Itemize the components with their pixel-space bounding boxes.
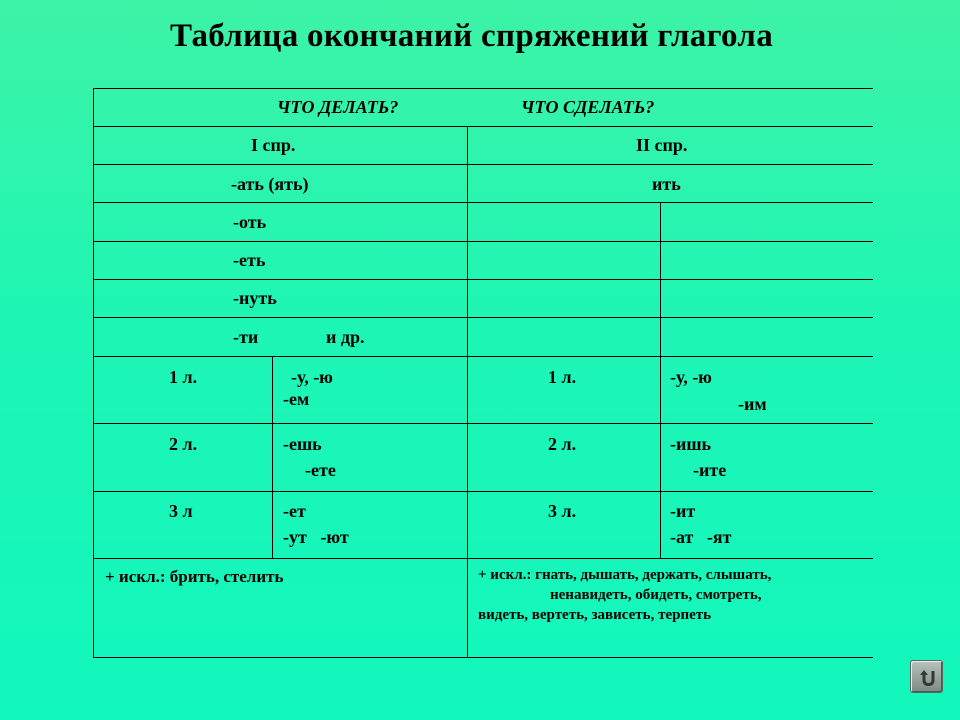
first-conjugation-label: I спр. (251, 135, 296, 155)
ending: -ем (283, 389, 310, 409)
grid-line (93, 491, 873, 492)
ending: -ишь (670, 434, 712, 454)
ending: -ит (670, 501, 696, 521)
grid-line (93, 317, 873, 318)
ending: -у, -ю (670, 367, 712, 387)
person-label: 3 л (169, 501, 193, 521)
second-conjugation-label: II спр. (636, 135, 688, 155)
exceptions-second-line: видеть, вертеть, зависеть, терпеть (478, 607, 712, 623)
person-label: 2 л. (548, 434, 577, 454)
page-title: Таблица окончаний спряжений глагола (170, 18, 774, 54)
grid-line (93, 88, 873, 89)
exceptions-second-line: ненавидеть, обидеть, смотреть, (550, 587, 762, 603)
infinitive-ending: -оть (233, 212, 267, 232)
grid-line (93, 241, 873, 242)
grid-line (93, 423, 873, 424)
grid-line (93, 126, 873, 127)
question-imperfective: ЧТО ДЕЛАТЬ? (277, 97, 399, 117)
ending: -ете (305, 460, 336, 480)
infinitive-ending: -ти (233, 327, 259, 347)
grid-line (93, 88, 94, 658)
grid-line (93, 279, 873, 280)
grid-line (93, 164, 873, 165)
ending: -ат -ят (670, 527, 732, 547)
ending: -ешь (283, 434, 322, 454)
ending: -ите (693, 460, 727, 480)
grid-line (93, 558, 873, 559)
person-label: 2 л. (169, 434, 198, 454)
back-button[interactable] (910, 660, 943, 693)
exceptions-first: + искл.: брить, стелить (105, 567, 284, 586)
person-label: 1 л. (548, 367, 577, 387)
conjugation-table (93, 88, 873, 658)
question-perfective: ЧТО СДЕЛАТЬ? (521, 97, 655, 117)
infinitive-ending: -нуть (233, 288, 277, 308)
grid-line (660, 202, 661, 558)
infinitive-ending: -ать (ять) (231, 174, 309, 194)
infinitive-ending: -еть (233, 250, 266, 270)
ending: -им (738, 394, 767, 414)
person-label: 3 л. (548, 501, 577, 521)
exceptions-second-line: + искл.: гнать, дышать, держать, слышать, (478, 567, 772, 583)
infinitive-note: и др. (326, 327, 365, 347)
grid-line (93, 657, 873, 658)
person-label: 1 л. (169, 367, 198, 387)
grid-line (467, 126, 468, 658)
grid-line (93, 202, 873, 203)
return-arrow-icon (915, 665, 939, 689)
ending: -ет (283, 501, 306, 521)
grid-line (272, 356, 273, 558)
ending: -ут -ют (283, 527, 349, 547)
ending: -у, -ю (291, 367, 333, 387)
infinitive-ending-second: ить (652, 174, 681, 194)
grid-line (93, 356, 873, 357)
